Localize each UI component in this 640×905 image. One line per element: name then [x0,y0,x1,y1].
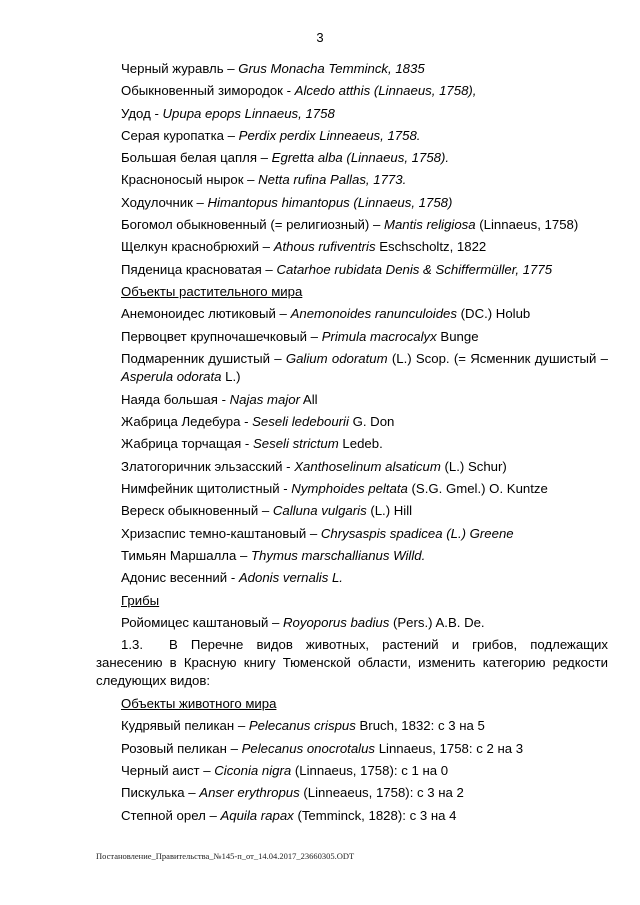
species-author: Ledeb. [338,436,383,452]
section-heading [0,693,640,715]
species-latin-name: Chrysaspis spadicea (L.) Greene [320,525,514,541]
page-number: 3 [316,30,324,45]
species-latin-name: Galium odoratum [285,350,388,366]
species-author: (Linneaeus, 1758): с 3 на 2 [299,785,464,801]
species-author: (DC.) Holub [456,306,531,322]
species-latin-name: Najas major [229,391,300,407]
species-author: Linnaeus, 1758: с 2 на 3 [375,740,524,756]
species-entry [0,169,640,191]
species-latin-name: Royoporus badius [283,614,390,630]
species-entry [0,715,640,737]
species-latin-name: Upupa epops Linnaeus, 1758 [162,105,335,121]
species-latin-name: Adonis vernalis L. [238,570,343,586]
species-author: (L.) Schur) [440,458,507,474]
species-entry [0,236,640,258]
species-latin-name: Seseli ledebourii [252,414,349,430]
species-common-name: Черный аист – [121,763,215,779]
species-latin-name: Athous rufiventris [273,239,376,255]
species-latin-name: Primula macrocalyx [321,328,437,344]
species-common-name: Анемоноидес лютиковый – [121,306,291,322]
species-author: (Linnaeus, 1758) [475,217,579,233]
species-entry [0,612,640,634]
footer-filename: Постановление_Правительства_№145-п_от_14.04.2017_23660305.ODT [96,851,355,861]
species-author: (L.) Hill [366,503,413,519]
species-common-name: Пяденица красноватая – [121,261,277,277]
species-entry [0,125,640,147]
section-heading [0,281,640,303]
species-common-name: Серая куропатка – [121,127,239,143]
species-latin-name: Thymus marschallianus Willd. [250,547,426,563]
species-author: Bunge [436,328,479,344]
species-latin-name: Anser erythropus [199,785,300,801]
species-common-name: Большая белая цапля – [121,150,272,166]
species-latin-name: Catarhoe rubidata Denis & Schiffermüller, 1775 [276,261,553,277]
species-entry [0,214,640,236]
species-latin-name: Calluna vulgaris [272,503,367,519]
species-author: (Pers.) A.B. De. [389,614,485,630]
species-entry [0,760,640,782]
species-latin-name: Pelecanus crispus [248,718,356,734]
species-latin-name: Seseli strictum [252,436,339,452]
species-common-name: Пискулька – [121,785,200,801]
species-entry [0,805,640,827]
species-common-name: Щелкун краснобрюхий – [121,239,274,255]
species-latin-name: Alcedo atthis (Linnaeus, 1758), [294,83,477,99]
species-entry [0,192,640,214]
section-heading [0,590,640,612]
species-common-name: Ходулочник – [121,194,208,210]
species-latin-name: Anemonoides ranunculoides [290,306,457,322]
species-author: All [300,391,318,407]
species-author: (L.) Scop. (= Ясменник душистый – [387,350,608,366]
section-heading-text: Объекты животного мира [121,696,277,712]
species-common-name: Красноносый нырок – [121,172,259,188]
species-common-name: Хризаспис темно-каштановый – [121,525,321,541]
species-latin-synonym: Asperula odorata [121,368,222,384]
species-author: Bruch, 1832: с 3 на 5 [355,718,485,734]
species-author: Eschscholtz, 1822 [375,239,487,255]
species-entry [0,738,640,760]
species-entry [0,545,640,567]
species-common-name: Подмаренник душистый – [121,350,286,366]
species-entry [0,80,640,102]
species-entry [0,389,640,411]
species-common-name: Черный журавль – [121,61,239,76]
paragraph-text: В Перечне видов животных, растений и грибов, подлежащих занесению в Красную книгу Тюменской области, изменить категорию редкости следующих видов: [96,637,608,689]
species-latin-name: Grus Monacha Temminck, 1835 [238,61,425,76]
species-entry [0,303,640,325]
section-heading-text: Грибы [121,592,160,608]
species-entry [0,478,640,500]
species-entry [0,259,640,281]
species-latin-name: Xanthoselinum alsaticum [294,458,441,474]
species-entry [0,147,640,169]
species-common-name: Златогоричник эльзасский - [121,458,295,474]
species-common-name: Нимфейник щитолистный - [121,481,292,497]
species-latin-name: Nymphoides peltata [291,481,408,497]
species-entry [0,782,640,804]
species-entry [0,567,640,589]
species-latin-name: Pelecanus onocrotalus [241,740,376,756]
species-common-name: Жабрица торчащая - [121,436,253,452]
species-latin-name: Mantis religiosa [383,217,476,233]
species-common-name: Наяда большая - [121,391,230,407]
species-common-name: Богомол обыкновенный (= религиозный) – [121,217,384,233]
paragraph-number: 1.3. [121,637,143,653]
species-latin-name: Netta rufina Pallas, 1773. [258,172,407,188]
species-entry [0,433,640,455]
species-common-name: Адонис весенний - [121,570,239,586]
species-common-name: Ройомицес каштановый – [121,614,284,630]
species-latin-name: Himantopus himantopus (Linnaeus, 1758) [207,194,453,210]
species-common-name: Удод - [121,105,163,121]
species-common-name: Степной орел – [121,807,221,823]
species-common-name: Вереск обыкновенный – [121,503,273,519]
species-entry [0,500,640,522]
species-common-name: Тимьян Маршалла – [121,547,251,563]
species-common-name: Розовый пеликан – [121,740,242,756]
species-common-name: Кудрявый пеликан – [121,718,249,734]
species-common-name: Обыкновенный зимородок - [121,83,295,99]
species-entry [0,523,640,545]
species-entry [0,326,640,348]
species-author: (Linnaeus, 1758): с 1 на 0 [291,763,449,779]
species-entry [0,58,640,80]
numbered-paragraph [0,634,640,693]
species-synonym-author: L.) [221,368,241,384]
species-entry [0,411,640,433]
section-heading-text: Объекты растительного мира [121,283,303,299]
species-entry [0,348,640,389]
species-latin-name: Aquila rapax [220,807,294,823]
species-author: (Temminck, 1828): с 3 на 4 [293,807,457,823]
species-latin-name: Ciconia nigra [214,763,292,779]
species-latin-name: Egretta alba (Linnaeus, 1758). [271,150,450,166]
species-latin-name: Perdix perdix Linneaeus, 1758. [238,127,421,143]
species-author: (S.G. Gmel.) O. Kuntze [407,481,548,497]
species-entry [0,456,640,478]
species-common-name: Жабрица Ледебура - [121,414,253,430]
species-list [0,58,640,827]
species-entry [0,103,640,125]
species-author: G. Don [348,414,395,430]
species-common-name: Первоцвет крупночашечковый – [121,328,322,344]
